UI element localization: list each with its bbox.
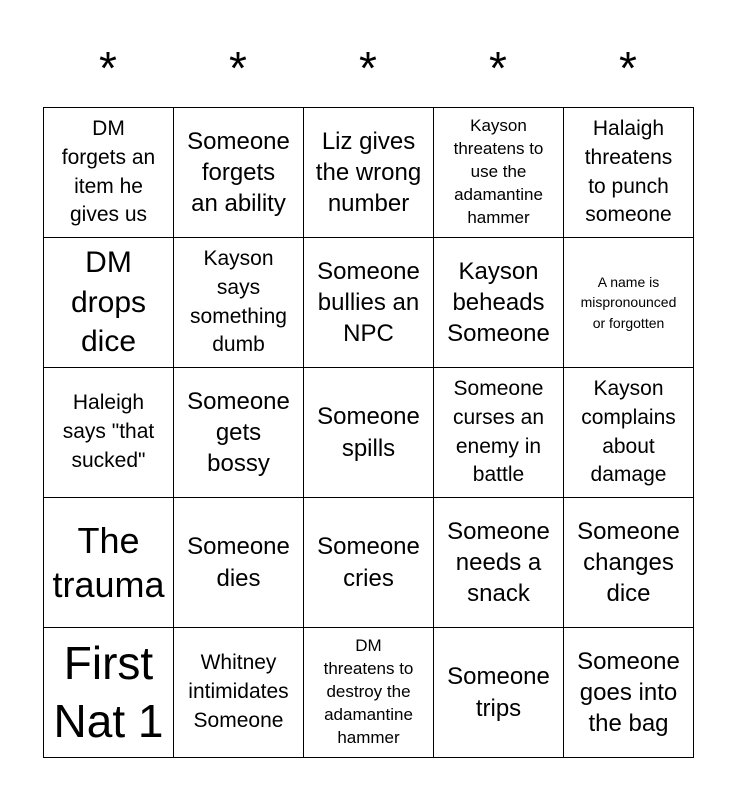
bingo-cell[interactable] [434,238,564,368]
bingo-cell[interactable] [174,498,304,628]
bingo-cell[interactable] [174,238,304,368]
bingo-cell[interactable] [44,238,174,368]
cell-text: Someone cries [317,533,420,592]
cell-text: DM forgets an item he gives us [61,116,156,227]
header-star: * [99,42,117,94]
bingo-cell[interactable] [304,108,434,238]
cell-text: Someone curses an enemy in battle [452,376,545,487]
bingo-cell[interactable] [304,368,434,498]
cell-text: First Nat 1 [53,637,164,747]
bingo-grid [43,107,694,758]
cell-text: A name is mispronounced or forgotten [580,274,677,331]
bingo-cell[interactable] [434,628,564,758]
header-star: * [619,42,637,94]
bingo-cell[interactable] [304,498,434,628]
bingo-cell[interactable] [564,628,694,758]
cell-text: Liz gives the wrong number [315,127,422,218]
bingo-cell[interactable] [434,108,564,238]
bingo-cell[interactable] [564,238,694,368]
header-star: * [359,42,377,94]
cell-text: Kayson says something dumb [190,246,287,357]
bingo-cell[interactable] [174,628,304,758]
cell-text: Someone bullies an NPC [317,257,420,348]
cell-text: Haleigh says "that sucked" [62,391,155,472]
cell-text: DM drops dice [70,246,147,359]
cell-text: Someone goes into the bag [577,647,680,738]
header-star: * [489,42,507,94]
cell-text: Someone needs a snack [447,517,550,608]
bingo-cell[interactable] [304,628,434,758]
cell-text: Someone spills [317,403,420,462]
cell-text: Kayson threatens to use the adamantine hammer [453,116,544,227]
cell-text: Someone trips [447,663,550,722]
cell-text: Kayson complains about damage [581,376,676,487]
bingo-cell[interactable] [434,498,564,628]
bingo-cell[interactable] [44,628,174,758]
cell-text: Someone changes dice [577,517,680,608]
cell-text: Someone gets bossy [187,387,290,478]
cell-text: DM threatens to destroy the adamantine hammer [323,636,414,747]
bingo-header [43,0,693,108]
cell-text: Whitney intimidates Someone [188,651,289,732]
bingo-cell[interactable] [44,108,174,238]
bingo-cell[interactable] [44,498,174,628]
bingo-cell[interactable] [174,368,304,498]
bingo-cell[interactable] [434,368,564,498]
bingo-cell[interactable] [174,108,304,238]
header-star: * [229,42,247,94]
bingo-cell[interactable] [44,368,174,498]
bingo-cell[interactable] [564,498,694,628]
cell-text: The trauma [52,519,165,605]
bingo-cell[interactable] [564,368,694,498]
bingo-cell[interactable] [564,108,694,238]
cell-text: Kayson beheads Someone [447,257,550,348]
cell-text: Halaigh threatens to punch someone [584,116,673,227]
cell-text: Someone dies [187,533,290,592]
cell-text: Someone forgets an ability [187,127,290,218]
bingo-cell[interactable] [304,238,434,368]
